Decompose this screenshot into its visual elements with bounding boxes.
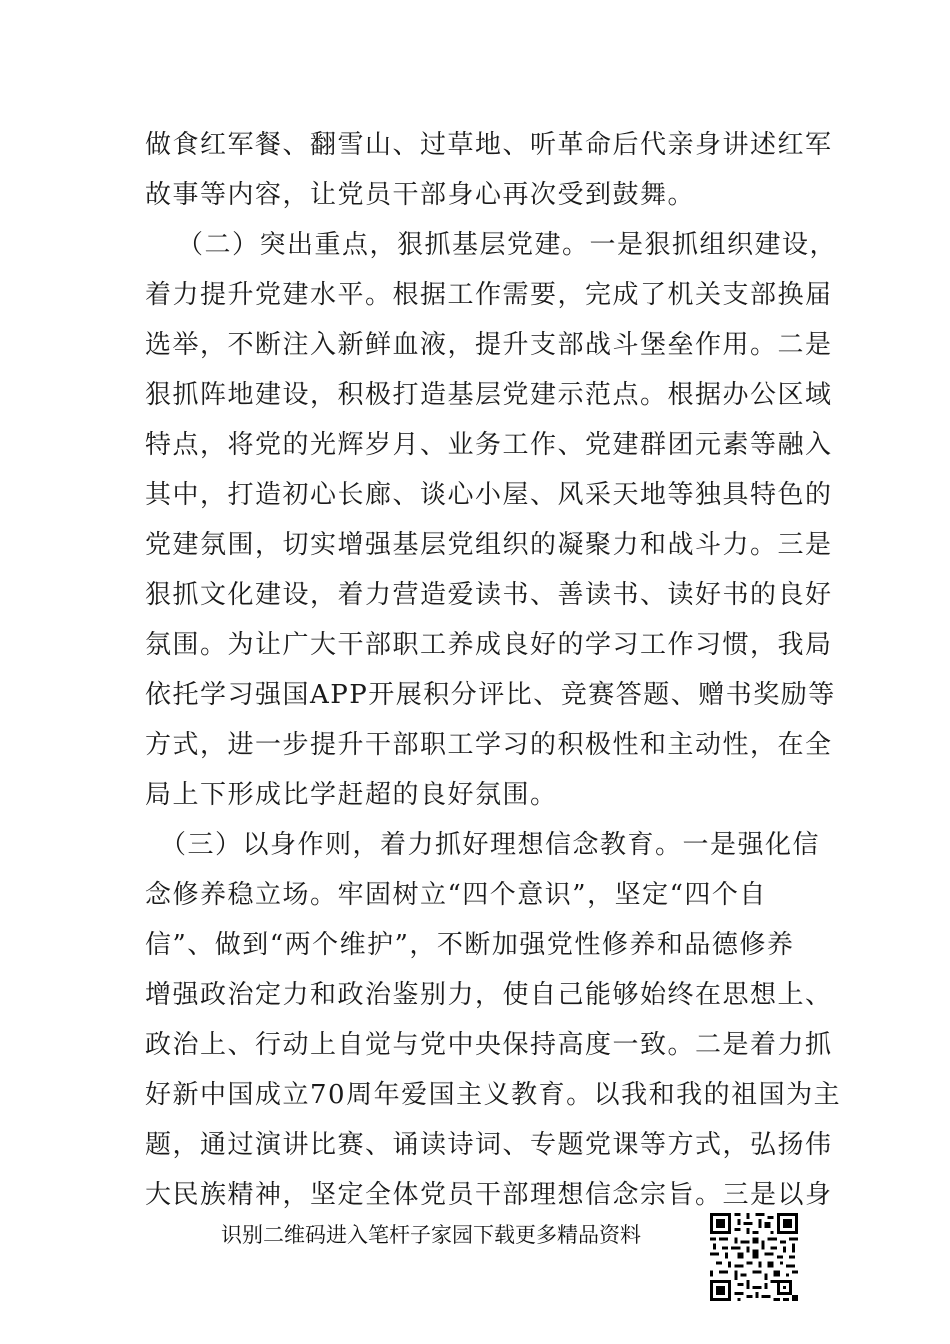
body-line: 故事等内容，让党员干部身心再次受到鼓舞。 [145, 180, 696, 210]
body-line: 信”、做到“两个维护”，不断加强党性修养和品德修养 [145, 930, 795, 960]
body-line: （三）以身作则，着力抓好理想信念教育。一是强化信 [160, 830, 821, 860]
body-line: 其中，打造初心长廊、谈心小屋、风采天地等独具特色的 [145, 480, 833, 510]
body-line: 氛围。为让广大干部职工养成良好的学习工作习惯，我局 [145, 630, 833, 660]
body-line: 增强政治定力和政治鉴别力，使自己能够始终在思想上、 [145, 980, 833, 1010]
body-line: 狠抓文化建设，着力营造爱读书、善读书、读好书的良好 [145, 580, 833, 610]
body-line: （二）突出重点，狠抓基层党建。一是狠抓组织建设， [177, 230, 838, 260]
body-line: 大民族精神，坚定全体党员干部理想信念宗旨。三是以身 [145, 1180, 833, 1210]
footer-promo-text: 识别二维码进入笔杆子家园下载更多精品资料 [221, 1223, 641, 1247]
body-line: 党建氛围，切实增强基层党组织的凝聚力和战斗力。三是 [145, 530, 833, 560]
body-line: 狠抓阵地建设，积极打造基层党建示范点。根据办公区域 [145, 380, 833, 410]
body-line: 做食红军餐、翻雪山、过草地、听革命后代亲身讲述红军 [145, 130, 833, 160]
body-line: 政治上、行动上自觉与党中央保持高度一致。二是着力抓 [145, 1030, 833, 1060]
body-line: 念修养稳立场。牢固树立“四个意识”，坚定“四个自 [145, 880, 767, 910]
body-line: 特点，将党的光辉岁月、业务工作、党建群团元素等融入 [145, 430, 833, 460]
body-line: 好新中国成立70周年爱国主义教育。以我和我的祖国为主 [145, 1080, 842, 1110]
body-line: 方式，进一步提升干部职工学习的积极性和主动性，在全 [145, 730, 833, 760]
body-line: 着力提升党建水平。根据工作需要，完成了机关支部换届 [145, 280, 833, 310]
body-line: 依托学习强国APP开展积分评比、竞赛答题、赠书奖励等 [145, 680, 836, 710]
body-line: 题，通过演讲比赛、诵读诗词、专题党课等方式，弘扬伟 [145, 1130, 833, 1160]
body-line: 局上下形成比学赶超的良好氛围。 [145, 780, 558, 810]
qr-code-icon[interactable] [710, 1213, 798, 1301]
body-line: 选举，不断注入新鲜血液，提升支部战斗堡垒作用。二是 [145, 330, 833, 360]
